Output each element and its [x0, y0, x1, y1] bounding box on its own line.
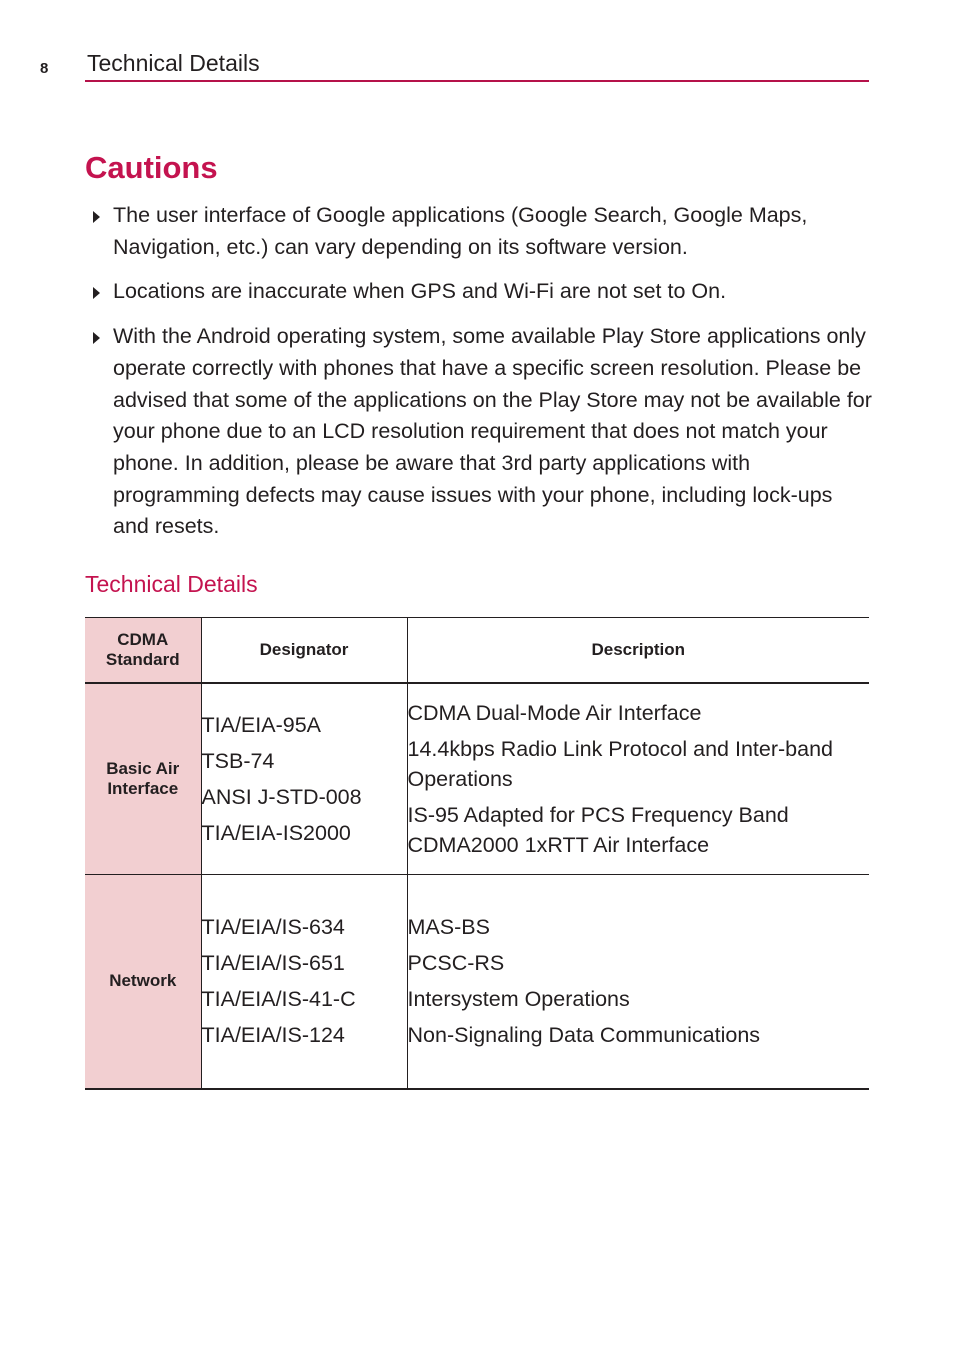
designator-item: TSB-74	[201, 748, 275, 773]
list-item-text: With the Android operating system, some available Play Store applications only operate correctly with phones that have a specific screen resolution. Please be advised that some of the applications on the Play Store may not be available for your phone due to an LCD resolution requirement that does not match your phone. In addition, please be aware that 3rd party applications with programming defects may cause issues with your phone, including lock-ups and resets.	[113, 324, 872, 539]
row-header-line2: Interface	[107, 778, 179, 798]
subsection-title: Technical Details	[85, 571, 258, 597]
designator-item: TIA/EIA/IS-41-C	[201, 987, 356, 1012]
section-title: Cautions	[85, 150, 218, 185]
cautions-list	[93, 200, 873, 556]
row-header-basic-air-interface	[85, 683, 201, 875]
list-item	[93, 276, 873, 308]
description-item: MAS-BS	[407, 915, 490, 940]
designator-cell	[201, 875, 407, 1089]
list-item-text: The user interface of Google applications (Google Search, Google Maps, Navigation, etc.) can vary depending on its software version.	[113, 203, 808, 259]
designator-cell	[201, 683, 407, 875]
designator-item: TIA/EIA/IS-634	[201, 915, 345, 940]
description-cell	[407, 875, 869, 1089]
list-item-text: Locations are inaccurate when GPS and Wi-Fi are not set to On.	[113, 279, 727, 304]
header-cdma-standard-line2: Standard	[105, 649, 180, 669]
table-row	[85, 875, 869, 1089]
designator-item: TIA/EIA-IS2000	[201, 820, 351, 845]
bullet-arrow-icon	[93, 211, 100, 223]
header-designator: Designator	[201, 618, 407, 683]
designator-item: TIA/EIA-95A	[201, 712, 321, 737]
description-item: Non-Signaling Data Communications	[407, 1023, 761, 1048]
row-header-network	[85, 875, 201, 1089]
technical-details-table	[85, 617, 869, 1090]
table-row	[85, 683, 869, 875]
description-item: PCSC-RS	[407, 951, 505, 976]
list-item	[93, 200, 873, 263]
description-item: 14.4kbps Radio Link Protocol and Inter-band Operations	[407, 736, 833, 791]
header-cdma-standard-line1: CDMA	[117, 629, 169, 649]
row-header-line1: Network	[109, 971, 177, 991]
header-description: Description	[591, 639, 686, 659]
designator-item: TIA/EIA/IS-651	[201, 951, 345, 976]
description-item: Intersystem Operations	[407, 987, 630, 1012]
running-head-title: Technical Details	[87, 50, 260, 76]
bullet-arrow-icon	[93, 287, 100, 299]
header-cdma-standard	[85, 618, 201, 683]
row-header-line1: Basic Air	[106, 758, 180, 778]
table-header-row	[85, 618, 869, 683]
page-number: 8	[40, 60, 49, 77]
description-cell	[407, 683, 869, 875]
header-rule	[85, 80, 869, 82]
list-item	[93, 321, 873, 543]
description-item: CDMA Dual-Mode Air Interface	[407, 700, 702, 725]
designator-item: TIA/EIA/IS-124	[201, 1023, 345, 1048]
designator-item: ANSI J-STD-008	[201, 784, 362, 809]
description-item: IS-95 Adapted for PCS Frequency Band CDMA2000 1xRTT Air Interface	[407, 802, 789, 857]
bullet-arrow-icon	[93, 332, 100, 344]
